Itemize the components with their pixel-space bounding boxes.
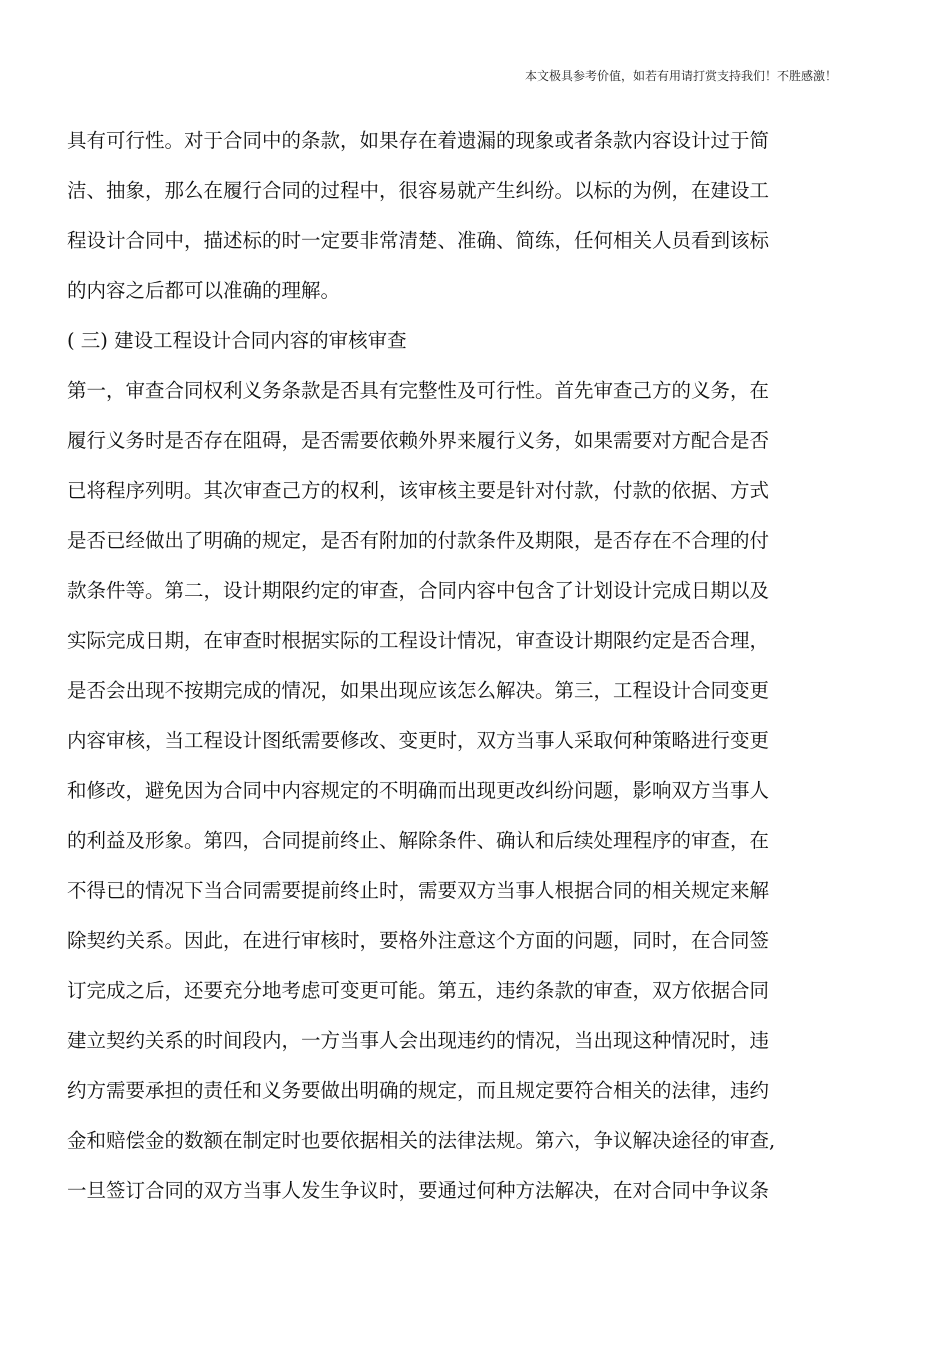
text-line: 是否已经做出了明确的规定，是否有附加的付款条件及期限，是否存在不合理的付 xyxy=(67,529,770,552)
section-heading: ( 三) 建设工程设计合同内容的审核审查 xyxy=(67,329,407,352)
text-line: 建立契约关系的时间段内，一方当事人会出现违约的情况，当出现这种情况时，违 xyxy=(67,1029,770,1052)
text-line: 除契约关系。因此，在进行审核时，要格外注意这个方面的问题，同时，在合同签 xyxy=(67,929,770,952)
text-line: 程设计合同中，描述标的时一定要非常清楚、准确、简练，任何相关人员看到该标 xyxy=(67,229,770,252)
body-text xyxy=(67,124,827,1224)
text-line: 和修改，避免因为合同中内容规定的不明确而出现更改纠纷问题，影响双方当事人 xyxy=(67,779,770,802)
text-line: 第一，审查合同权利义务条款是否具有完整性及可行性。首先审查己方的义务，在 xyxy=(67,379,770,402)
text-line: 内容审核，当工程设计图纸需要修改、变更时，双方当事人采取何种策略进行变更 xyxy=(67,729,770,752)
text-line: 的内容之后都可以准确的理解。 xyxy=(67,279,341,302)
text-line: 具有可行性。对于合同中的条款，如果存在着遗漏的现象或者条款内容设计过于简 xyxy=(67,129,770,152)
text-line: 履行义务时是否存在阻碍，是否需要依赖外界来履行义务，如果需要对方配合是否 xyxy=(67,429,770,452)
text-line: 是否会出现不按期完成的情况，如果出现应该怎么解决。第三，工程设计合同变更 xyxy=(67,679,770,702)
text-line: 一旦签订合同的双方当事人发生争议时，要通过何种方法解决，在对合同中争议条 xyxy=(67,1179,770,1202)
text-line: 约方需要承担的责任和义务要做出明确的规定，而且规定要符合相关的法律，违约 xyxy=(67,1079,770,1102)
text-line: 不得已的情况下当合同需要提前终止时，需要双方当事人根据合同的相关规定来解 xyxy=(67,879,770,902)
header-note: 本文极具参考价值，如若有用请打赏支持我们！不胜感激！ xyxy=(524,69,837,83)
text-line: 洁、抽象，那么在履行合同的过程中，很容易就产生纠纷。以标的为例，在建设工 xyxy=(67,179,770,202)
text-line: 的利益及形象。第四，合同提前终止、解除条件、确认和后续处理程序的审查，在 xyxy=(67,829,770,852)
text-line: 金和赔偿金的数额在制定时也要依据相关的法律法规。第六，争议解决途径的审查, xyxy=(67,1129,776,1152)
text-line: 款条件等。第二，设计期限约定的审查，合同内容中包含了计划设计完成日期以及 xyxy=(67,579,770,602)
text-line: 已将程序列明。其次审查己方的权利，该审核主要是针对付款，付款的依据、方式 xyxy=(67,479,770,502)
text-line: 订完成之后，还要充分地考虑可变更可能。第五，违约条款的审查，双方依据合同 xyxy=(67,979,770,1002)
text-line: 实际完成日期，在审查时根据实际的工程设计情况，审查设计期限约定是否合理， xyxy=(67,629,770,652)
